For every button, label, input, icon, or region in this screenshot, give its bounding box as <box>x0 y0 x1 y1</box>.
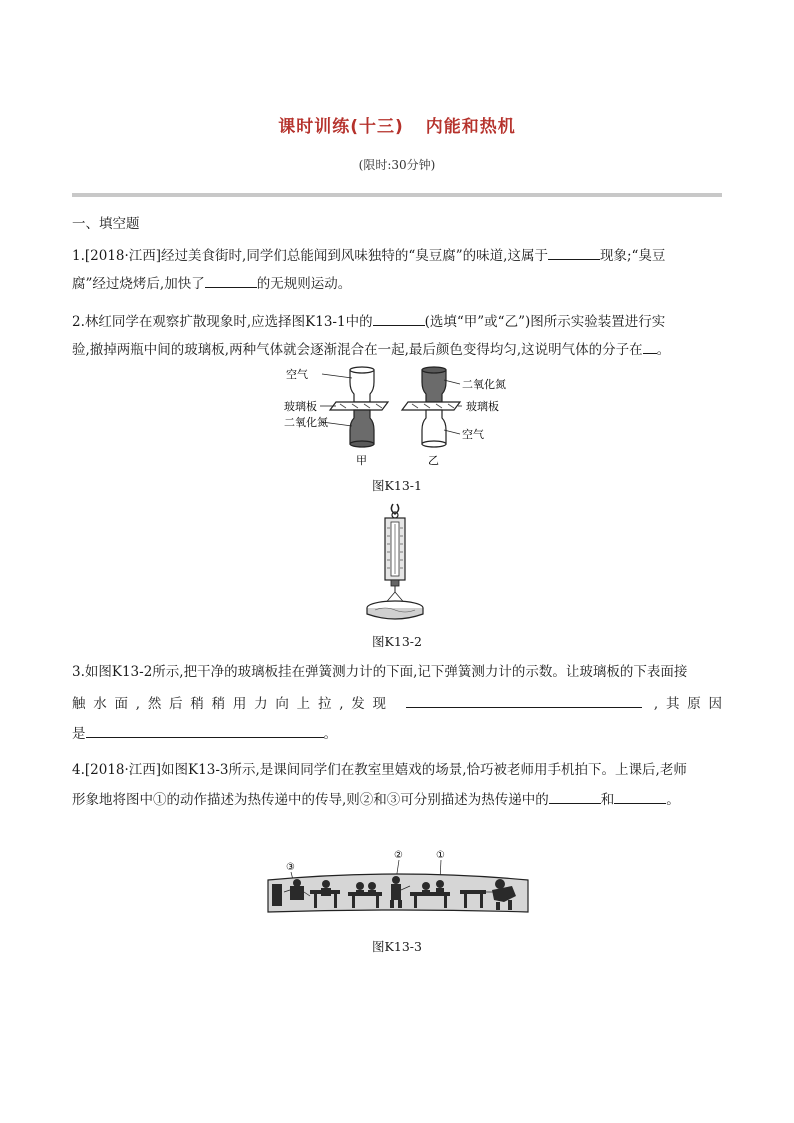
mark-3: ③ <box>286 862 295 873</box>
q2-text-d: 。 <box>656 342 671 358</box>
label-yi: 乙 <box>428 454 439 467</box>
q1-blank1[interactable] <box>548 244 600 260</box>
q2-text-c: 验,撤掉两瓶中间的玻璃板,两种气体就会逐渐混合在一起,最后颜色变得均匀,这说明气体的分子在 <box>72 342 643 358</box>
q1-text-a: 1.[2018·江西]经过美食街时,同学们总能闻到风味独特的“臭豆腐”的味道,这属于 <box>72 248 548 264</box>
q3-blank2[interactable] <box>86 722 324 738</box>
figure-k13-1-caption: 图K13-1 <box>372 478 422 493</box>
q3-line2 <box>72 692 722 714</box>
q1-text-c: 腐”经过烧烤后,加快了 <box>72 276 205 292</box>
q3-line3 <box>72 722 722 744</box>
label-glass-left: 玻璃板 <box>284 400 317 413</box>
q3-text-d: 。 <box>323 726 337 742</box>
label-no2-right: 二氧化氮 <box>462 378 506 391</box>
section-heading: 一、填空题 <box>72 216 140 232</box>
q2-text-b: (选填“甲”或“乙”)图所示实验装置进行实 <box>424 314 666 330</box>
q2-text-a: 2.林红同学在观察扩散现象时,应选择图K13-1中的 <box>72 314 373 330</box>
q1-line1 <box>72 244 722 266</box>
q3-line1: 3.如图K13-2所示,把干净的玻璃板挂在弹簧测力计的下面,记下弹簧测力计的示数。让玻璃板的下表面接 <box>72 664 688 680</box>
q3-text-a: 触水面,然后稍稍用力向上拉,发现 <box>72 696 394 712</box>
time-limit: (限时:30分钟) <box>358 158 436 172</box>
label-jia: 甲 <box>356 454 367 467</box>
q4-line1: 4.[2018·江西]如图K13-3所示,是课间同学们在教室里嬉戏的场景,恰巧被老师用手机拍下。上课后,老师 <box>72 762 687 778</box>
figure-k13-3-caption: 图K13-3 <box>372 939 422 954</box>
q3-blank1[interactable] <box>406 692 642 708</box>
q1-blank2[interactable] <box>205 272 257 288</box>
q2-blank2[interactable] <box>643 338 657 354</box>
q1-line2 <box>72 272 722 294</box>
q3-text-c: 是 <box>72 726 86 742</box>
figure-k13-2-caption: 图K13-2 <box>372 634 422 649</box>
q4-text-a: 形象地将图中①的动作描述为热传递中的传导,则②和③可分别描述为热传递中的 <box>72 792 549 808</box>
mark-1: ① <box>436 850 445 861</box>
bottle-apparatus-yi <box>402 367 460 447</box>
mark-2: ② <box>394 850 403 861</box>
figure-k13-2 <box>355 500 445 625</box>
label-air-left: 空气 <box>286 368 308 381</box>
q4-text-c: 。 <box>666 792 680 808</box>
q4-blank1[interactable] <box>549 788 601 804</box>
q1-text-d: 的无规则运动。 <box>256 276 352 292</box>
figure-k13-3 <box>264 846 532 918</box>
header-divider <box>72 193 722 197</box>
q4-line2 <box>72 788 722 810</box>
q4-text-b: 和 <box>600 792 615 808</box>
page-title <box>0 112 794 137</box>
q2-line1 <box>72 310 722 332</box>
bottle-apparatus-jia <box>330 367 388 447</box>
q3-text-b: ,其原因 <box>653 696 723 712</box>
figure-k13-1 <box>270 364 530 474</box>
q2-blank1[interactable] <box>373 310 425 326</box>
title-part2: 内能和热机 <box>425 117 516 137</box>
q4-blank2[interactable] <box>614 788 666 804</box>
title-part1: 课时训练(十三) <box>278 117 404 137</box>
q2-line2 <box>72 338 722 360</box>
label-air-right: 空气 <box>462 428 484 441</box>
label-no2-left: 二氧化氮 <box>284 416 328 429</box>
label-glass-right: 玻璃板 <box>466 400 499 413</box>
q1-text-b: 现象;“臭豆 <box>599 248 666 264</box>
